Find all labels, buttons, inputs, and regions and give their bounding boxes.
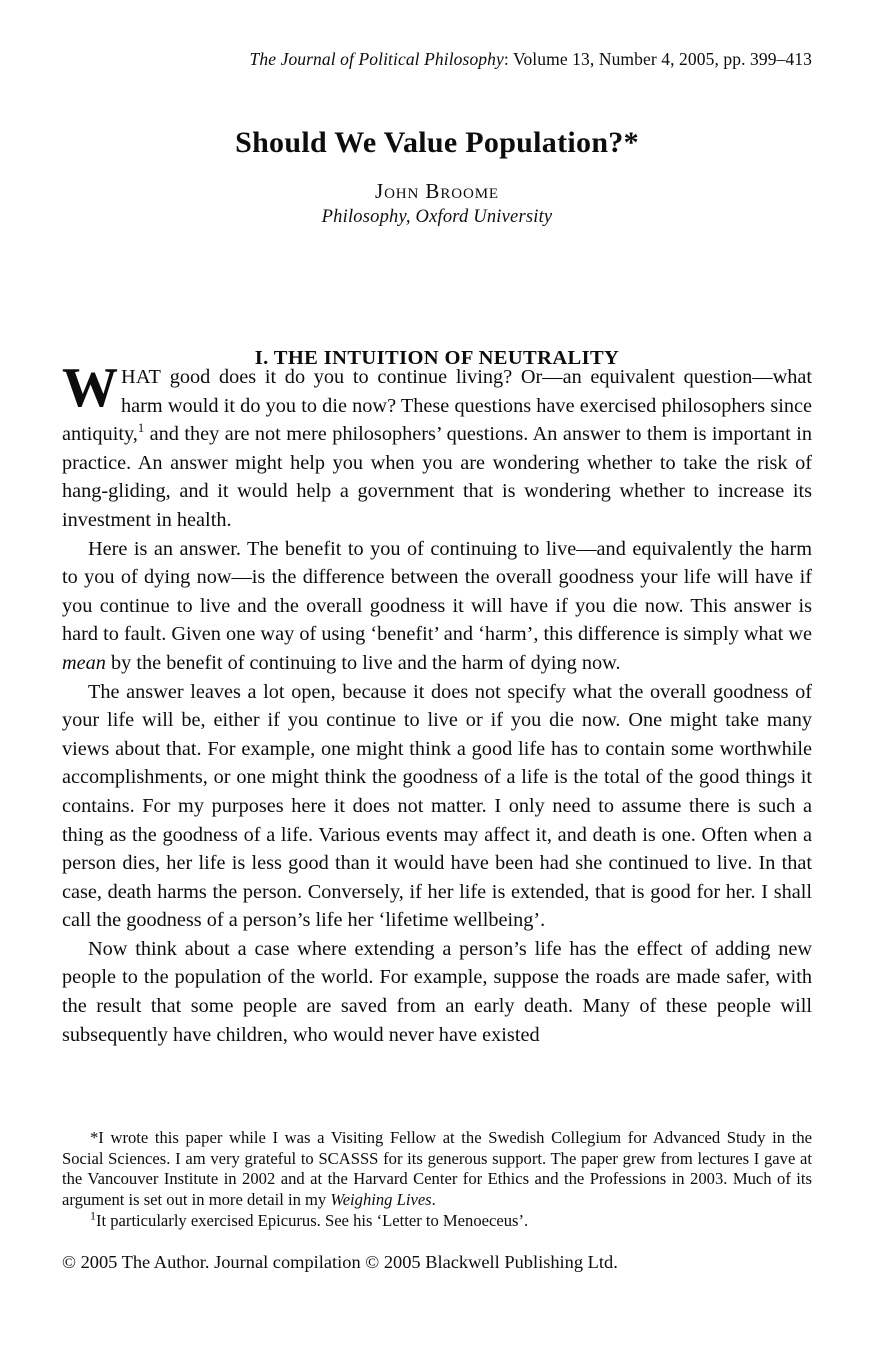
running-head bbox=[62, 48, 812, 70]
opening-smallcaps: HAT bbox=[121, 366, 162, 388]
author-name: John Broome bbox=[375, 179, 499, 203]
footnote-reference-1[interactable]: 1 bbox=[137, 421, 145, 436]
footnote-1-text: It particularly exercised Epicurus. See his ‘Letter to Menoeceus’. bbox=[95, 1211, 529, 1231]
page-title: Should We Value Population?* bbox=[235, 126, 639, 160]
footnote-1-mark: 1 bbox=[90, 1208, 96, 1223]
paragraph-2-run-2: by the benefit of continuing to live and the harm of dying now. bbox=[105, 651, 621, 674]
paragraph-1-run-2: and they are not mere philosophers’ questions. An answer to them is important in practice. An answer might help you when you are wondering whether to take the risk of hang-gliding, and it would help a government that is wondering whether to increase its investment in health. bbox=[62, 423, 812, 531]
footnote-1 bbox=[62, 1208, 812, 1232]
footnote-star-run-2: . bbox=[431, 1189, 436, 1209]
journal-issue-info: : Volume 13, Number 4, 2005, pp. 399–413 bbox=[503, 49, 812, 69]
paragraph-3: The answer leaves a lot open, because it does not specify what the overall goodness of your life will be, either if you continue to live or if you die now. One might take many views about that. For example, one might think a good life has to contain some worthwhile accomplishments, or one might think the goodness of a life is the total of the good things it contains. For my purposes here it does not matter. I only need to assume there is such a thing as the goodness of a life. Various events may affect it, and death is one. Often when a person dies, her life is less good than it would have been had she continued to live. In that case, death harms the person. Conversely, if her life is extended, that is good for her. I shall call the goodness of a person’s life her ‘lifetime wellbeing’. bbox=[62, 680, 812, 932]
article-page bbox=[62, 0, 812, 1353]
section-heading: I. THE INTUITION OF NEUTRALITY bbox=[254, 347, 620, 369]
drop-cap: W bbox=[62, 357, 118, 419]
copyright-line: © 2005 The Author. Journal compilation © 2005 Blackwell Publishing Ltd. bbox=[62, 1252, 618, 1272]
paragraph-4: Now think about a case where extending a person’s life has the effect of adding new people to the population of the world. For example, suppose the roads are made safer, with the result that some people are saved from an early death. Many of these people will subsequently have children, who would never have existed bbox=[62, 937, 812, 1046]
footnote-star-mark: * bbox=[90, 1128, 99, 1147]
paragraph-2 bbox=[62, 535, 812, 678]
author-affiliation: Philosophy, Oxford University bbox=[321, 207, 553, 227]
paragraph-2-run-1: Here is an answer. The benefit to you of continuing to live—and equivalently the harm to you of dying now—is the difference between the overall goodness your life will have if you continue to live and the overall goodness it will have if you die now. This answer is hard to fault. Given one way of using ‘benefit’ and ‘harm’, this difference is simply what we bbox=[62, 537, 812, 646]
footnote-block bbox=[62, 1128, 812, 1232]
footnote-star bbox=[62, 1128, 812, 1210]
footnote-star-emphasis: Weighing Lives bbox=[330, 1189, 432, 1209]
paragraph-1-run-1: good does it do you to continue living? Or—an equivalent question—what harm would it do you to die now? These questions have exercised philosophers since antiquity, bbox=[62, 366, 812, 446]
journal-title: The Journal of Political Philosophy bbox=[249, 49, 504, 69]
paragraph-2-emphasis: mean bbox=[62, 651, 106, 674]
footnote-star-run-1: I wrote this paper while I was a Visiting Fellow at the Swedish Collegium for Advanced Study in the Social Sciences. I am very grateful to SCASSS for its generous support. The paper grew from lectures I gave at the Vancouver Institute in 2002 and at the Harvard Center for Ethics and the Professions in 2003. Much of its argument is set out in more detail in my bbox=[62, 1128, 812, 1209]
